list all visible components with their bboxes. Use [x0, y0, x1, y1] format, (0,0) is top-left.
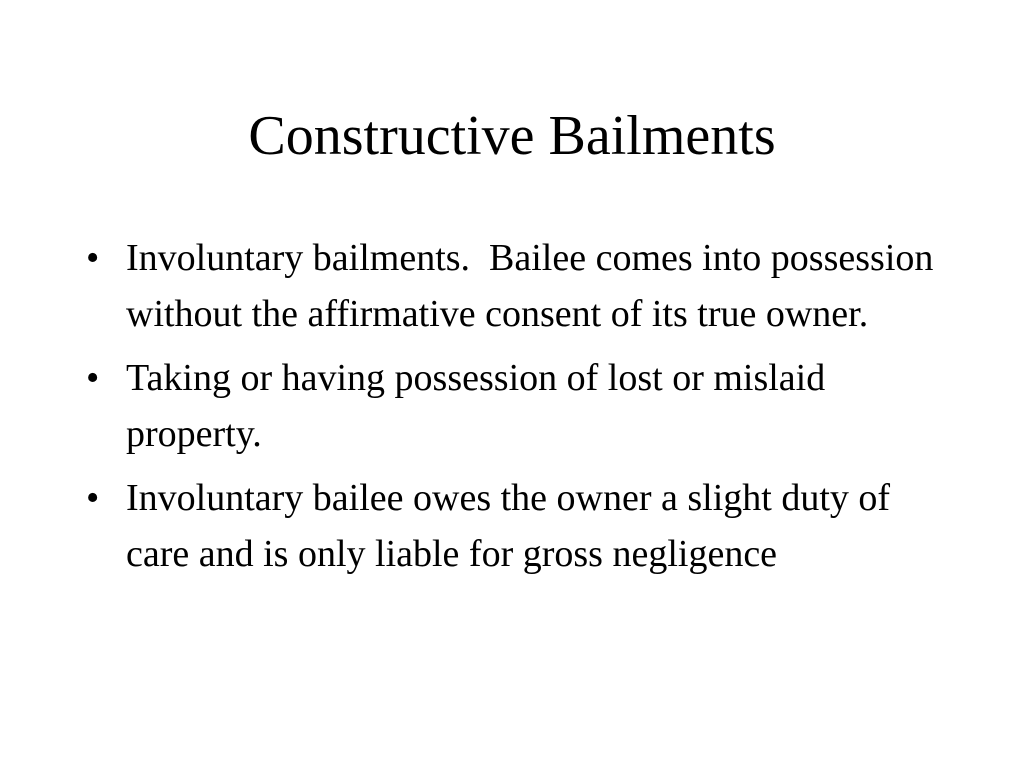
bullet-icon: •	[86, 237, 100, 279]
bullet-item	[86, 230, 946, 342]
bullet-text: Involuntary bailee owes the owner a slight duty of care and is only liable for gross negligence	[126, 477, 900, 575]
bullet-text: Involuntary bailments. Bailee comes into possession without the affirmative consent of its true owner.	[126, 237, 943, 335]
bullet-text: Taking or having possession of lost or mislaid property.	[126, 357, 835, 455]
bullet-icon: •	[86, 357, 100, 399]
bullet-list	[86, 230, 946, 590]
bullet-item	[86, 470, 946, 582]
bullet-item	[86, 350, 946, 462]
slide-title: Constructive Bailments	[248, 105, 776, 167]
bullet-icon: •	[86, 477, 100, 519]
